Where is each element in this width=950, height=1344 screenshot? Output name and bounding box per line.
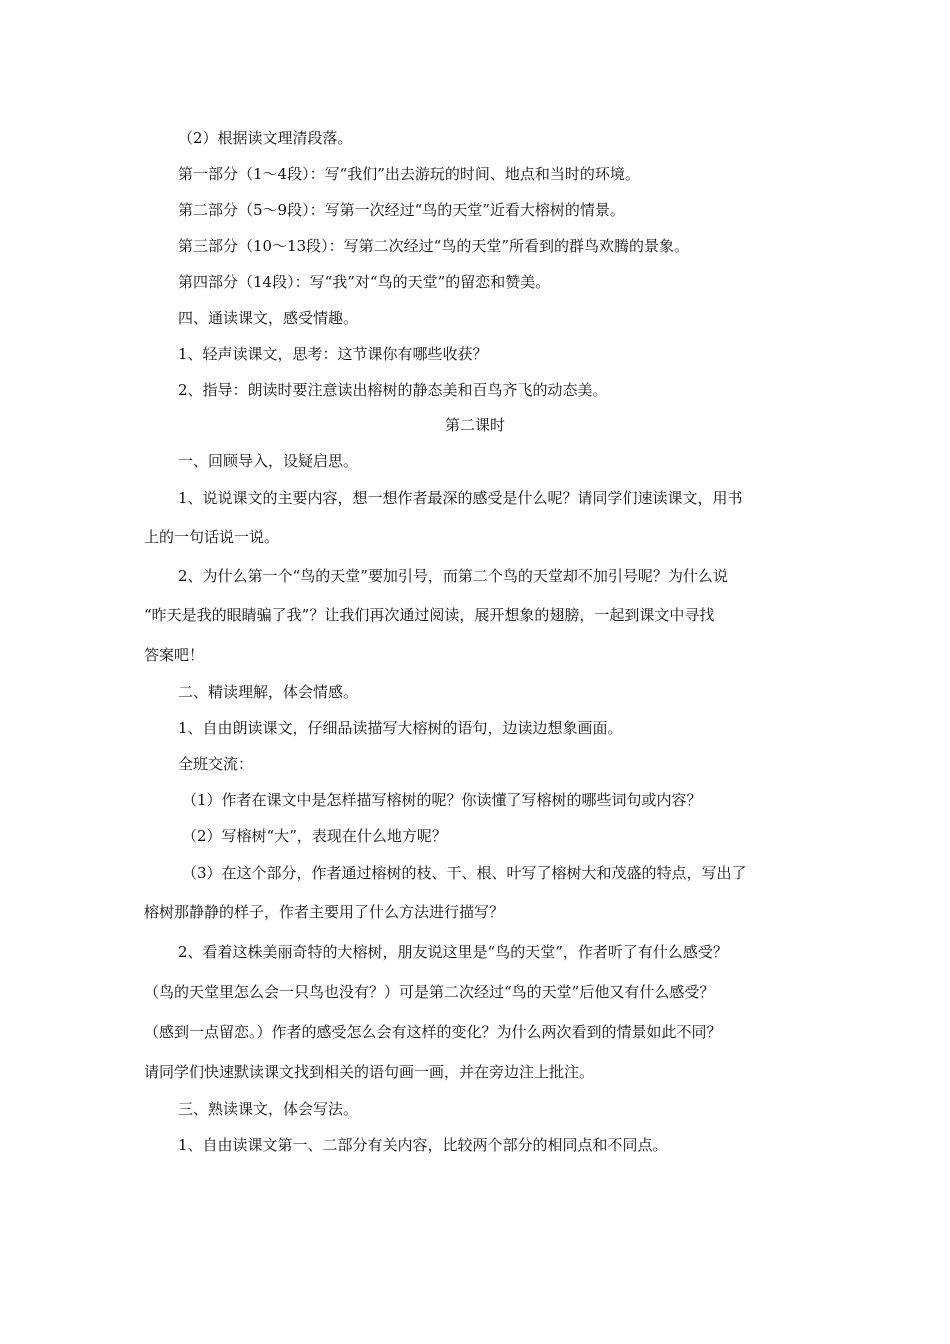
text-line: （感到一点留恋。）作者的感受怎么会有这样的变化？为什么两次看到的情景如此不同？	[144, 1023, 722, 1041]
section-heading: 二、精读理解，体会情感。	[178, 683, 359, 701]
text-line: 1、自由读课文第一、二部分有关内容，比较两个部分的相同点和不同点。	[178, 1136, 668, 1154]
text-line: 1、自由朗读课文，仔细品读描写大榕树的语句，边读边想象画面。	[178, 719, 623, 737]
text-line: 上的一句话说一说。	[144, 528, 280, 546]
lesson-title: 第二课时	[444, 416, 505, 434]
text-line: 请同学们快速默读课文找到相关的语句画一画，并在旁边注上批注。	[144, 1063, 595, 1081]
text-line: 1、轻声读课文，思考：这节课你有哪些收获？	[178, 345, 488, 363]
text-line: 2、看着这株美丽奇特的大榕树，朋友说这里是“鸟的天堂”，作者听了有什么感受？	[178, 943, 728, 961]
text-line: 1、说说课文的主要内容，想一想作者最深的感受是什么呢？请同学们速读课文，用书	[178, 489, 743, 507]
text-line: 第三部分（10～13段）：写第二次经过“鸟的天堂”所看到的群鸟欢腾的景象。	[178, 237, 690, 255]
text-line: 第四部分（14段）：写“我”对“鸟的天堂”的留恋和赞美。	[178, 273, 551, 291]
text-line: 2、为什么第一个“鸟的天堂”要加引号，而第二个鸟的天堂却不加引号呢？为什么说	[178, 567, 728, 585]
section-heading: 一、回顾导入，设疑启思。	[178, 452, 359, 470]
text-line: “昨天是我的眼睛骗了我”？让我们再次通过阅读，展开想象的翅膀，一起到课文中寻找	[144, 606, 715, 624]
text-line: （3）在这个部分，作者通过榕树的枝、干、根、叶写了榕树大和茂盛的特点，写出了	[182, 864, 747, 882]
text-line: 答案吧！	[144, 646, 205, 664]
text-line: 榕树那静静的样子，作者主要用了什么方法进行描写？	[144, 903, 505, 921]
text-line: （鸟的天堂里怎么会一只鸟也没有？）可是第二次经过“鸟的天堂”后他又有什么感受？	[144, 983, 715, 1001]
section-heading: 四、通读课文，感受情趣。	[178, 309, 359, 327]
text-line: （1）作者在课文中是怎样描写榕树的呢？你读懂了写榕树的哪些词句或内容？	[182, 791, 702, 809]
text-line: （2）根据读文理清段落。	[178, 129, 353, 147]
section-heading: 三、熟读课文，体会写法。	[178, 1100, 359, 1118]
text-line: 第一部分（1～4段）：写“我们”出去游玩的时间、地点和当时的环境。	[178, 165, 640, 183]
text-line: 2、指导：朗读时要注意读出榕树的静态美和百鸟齐飞的动态美。	[178, 381, 608, 399]
text-line: 第二部分（5～9段）：写第一次经过“鸟的天堂”近看大榕树的情景。	[178, 201, 625, 219]
text-line: （2）写榕树“大”，表现在什么地方呢？	[182, 827, 447, 845]
text-line: 全班交流：	[178, 755, 254, 773]
